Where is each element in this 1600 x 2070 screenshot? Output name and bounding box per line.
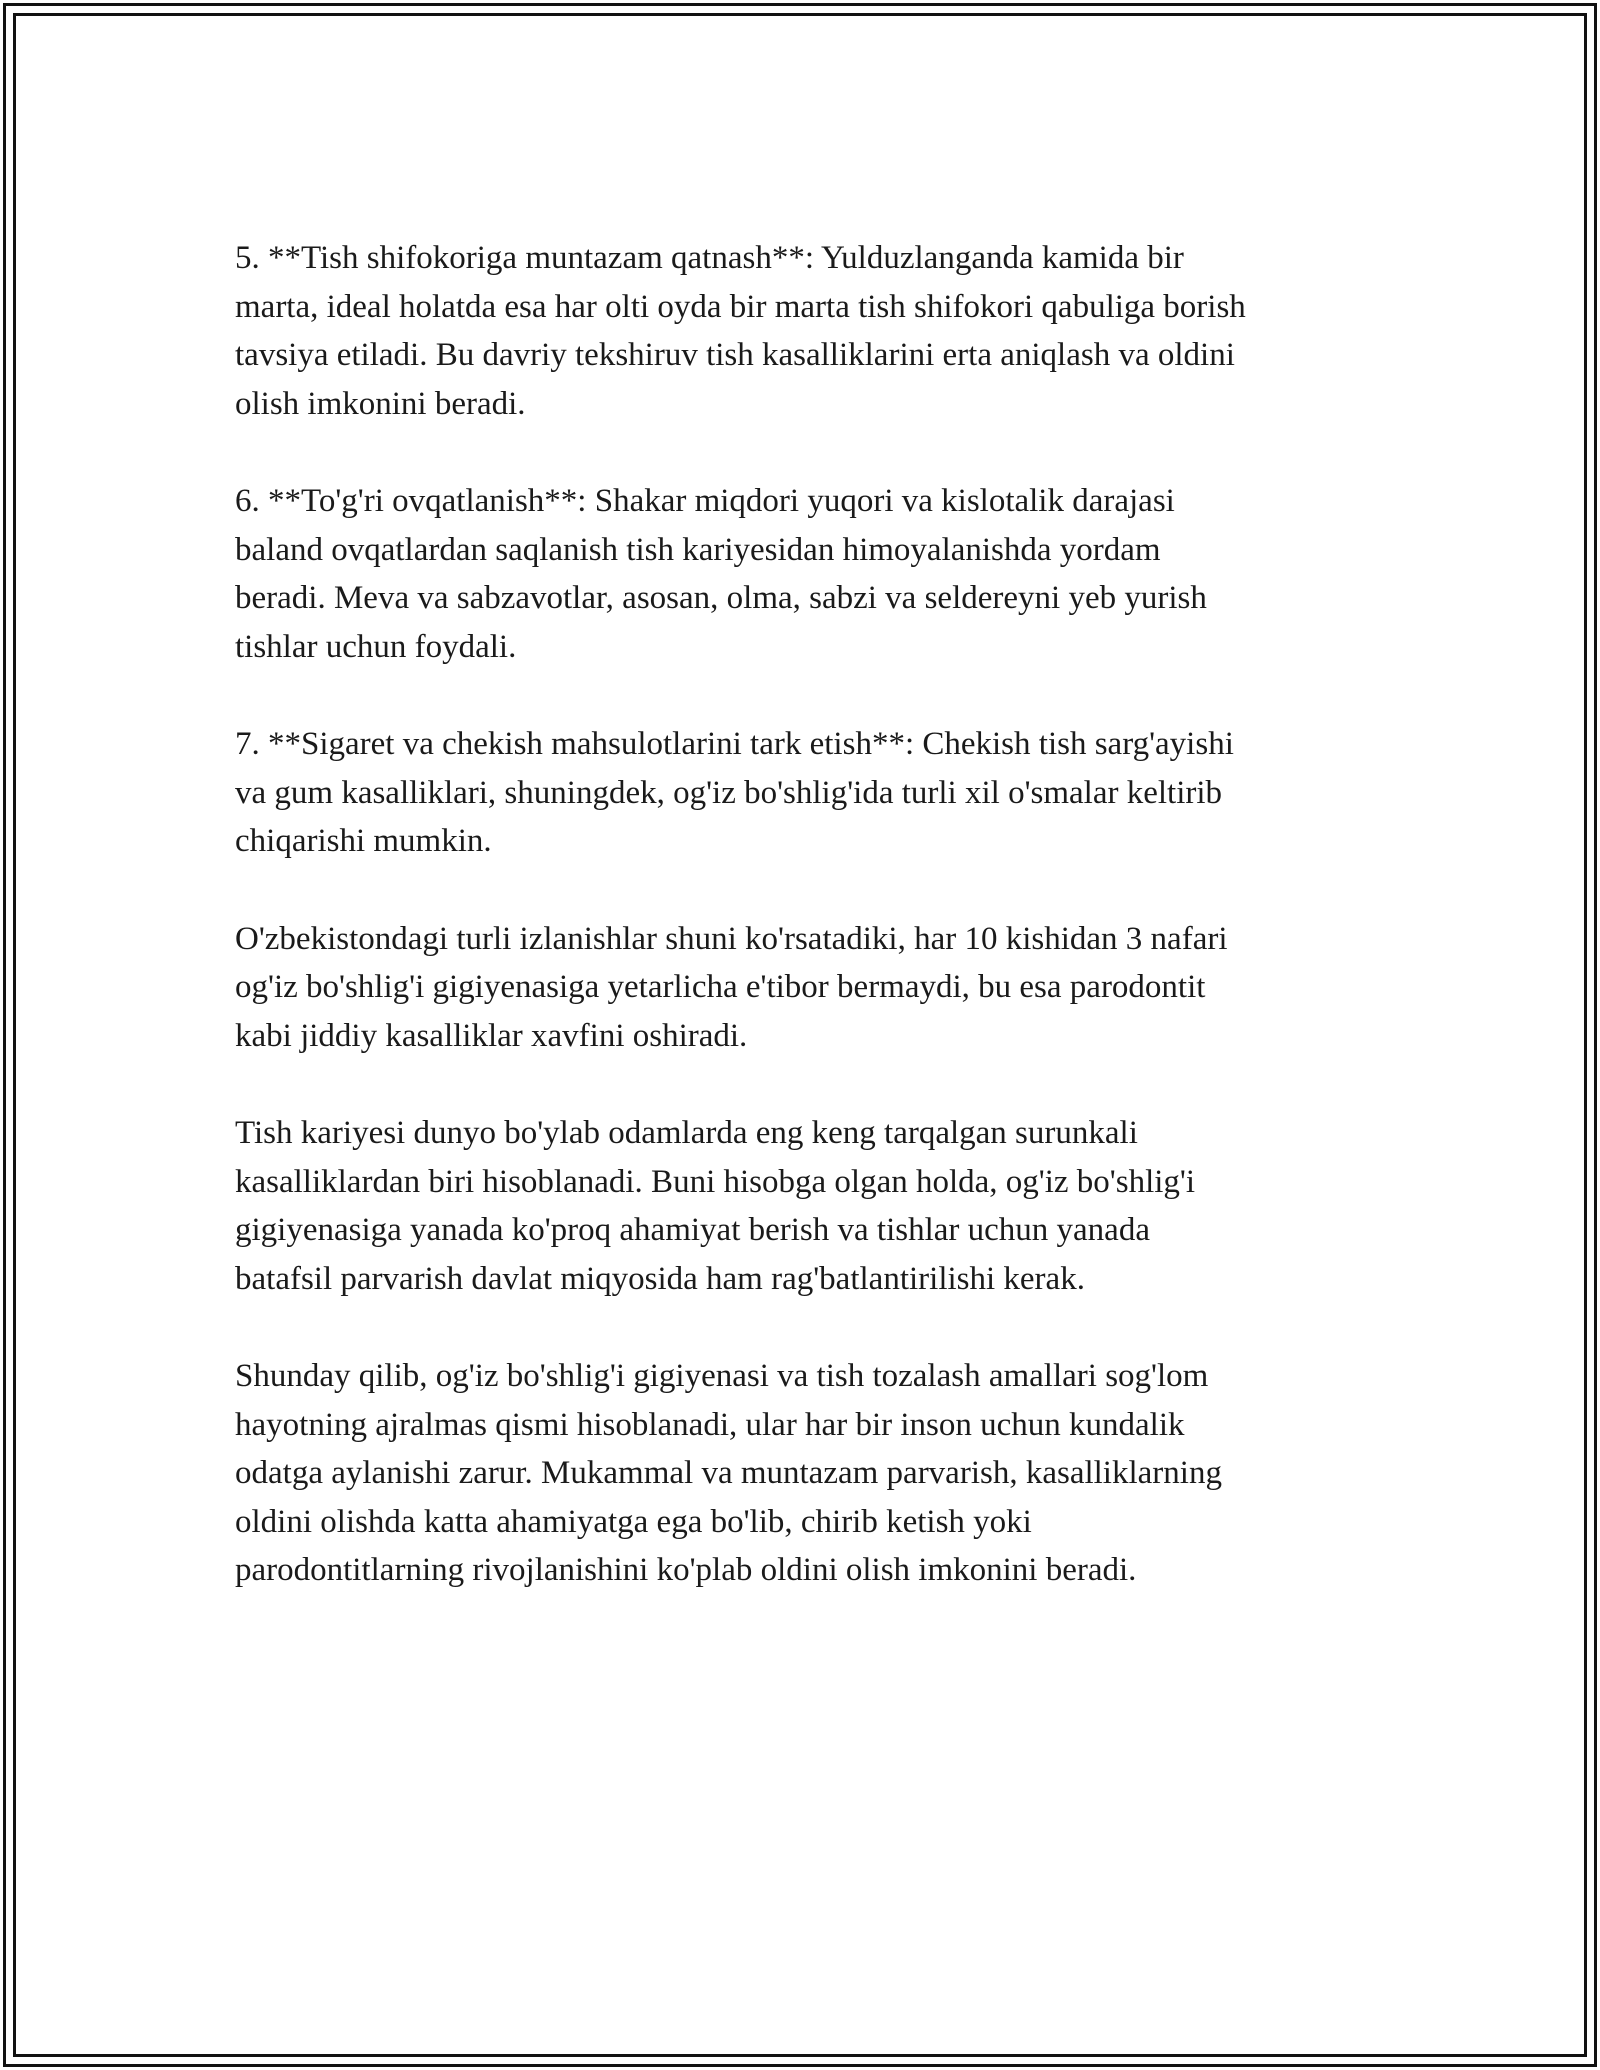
paragraph-nutrition [235,477,1385,671]
text-line: 7. **Sigaret va chekish mahsulotlarini tark etish**: Chekish tish sarg'ayishi [235,726,1234,762]
text-line: baland ovqatlardan saqlanish tish kariyesidan himoyalanishda yordam [235,531,1161,568]
text-line: tishlar uchun foydali. [235,628,517,665]
text-line: Shunday qilib, og'iz bo'shlig'i gigiyenasi va tish tozalash amallari sog'lom [235,1358,1209,1394]
text-line: beradi. Meva va sabzavotlar, asosan, olma, sabzi va seldereyni yeb yurish [235,580,1207,616]
text-line: og'iz bo'shlig'i gigiyenasiga yetarlicha e'tibor bermaydi, bu esa parodontit [235,969,1206,1005]
paragraph-smoking [235,720,1385,866]
text-line: kabi jiddiy kasalliklar xavfini oshiradi. [235,1017,748,1054]
text-line: odatga aylanishi zarur. Mukammal va muntazam parvarish, kasalliklarning [235,1455,1222,1491]
text-line: gigiyenasiga yanada ko'proq ahamiyat berish va tishlar uchun yanada [235,1212,1150,1248]
paragraph-dentist-visits [235,234,1385,428]
text-line: chiqarishi mumkin. [235,823,492,859]
document-body [235,234,1385,1595]
text-line: oldini olishda katta ahamiyatga ega bo'lib, chirib ketish yoki [235,1503,1032,1540]
paragraph-conclusion [235,1352,1385,1595]
text-line: tavsiya etiladi. Bu davriy tekshiruv tish kasalliklarini erta aniqlash va oldini [235,337,1235,373]
text-line: kasalliklardan biri hisoblanadi. Buni hisobga olgan holda, og'iz bo'shlig'i [235,1163,1196,1200]
text-line: marta, ideal holatda esa har olti oyda bir marta tish shifokori qabuliga borish [235,288,1246,325]
text-line: Tish kariyesi dunyo bo'ylab odamlarda eng keng tarqalgan surunkali [235,1115,1138,1151]
text-line: va gum kasalliklari, shuningdek, og'iz bo'shlig'ida turli xil o'smalar keltirib [235,774,1223,811]
text-line: parodontitlarning rivojlanishini ko'plab oldini olish imkonini beradi. [235,1552,1137,1588]
text-line: hayotning ajralmas qismi hisoblanadi, ular har bir inson uchun kundalik [235,1406,1185,1443]
text-line: 5. **Tish shifokoriga muntazam qatnash**: Yulduzlanganda kamida bir [235,240,1184,276]
text-line: olish imkonini beradi. [235,385,526,422]
paragraph-research [235,915,1385,1061]
text-line: 6. **To'g'ri ovqatlanish**: Shakar miqdori yuqori va kislotalik darajasi [235,483,1175,519]
paragraph-caries [235,1109,1385,1303]
text-line: batafsil parvarish davlat miqyosida ham rag'batlantirilishi kerak. [235,1260,1085,1297]
text-line: O'zbekistondagi turli izlanishlar shuni ko'rsatadiki, har 10 kishidan 3 nafari [235,920,1228,957]
